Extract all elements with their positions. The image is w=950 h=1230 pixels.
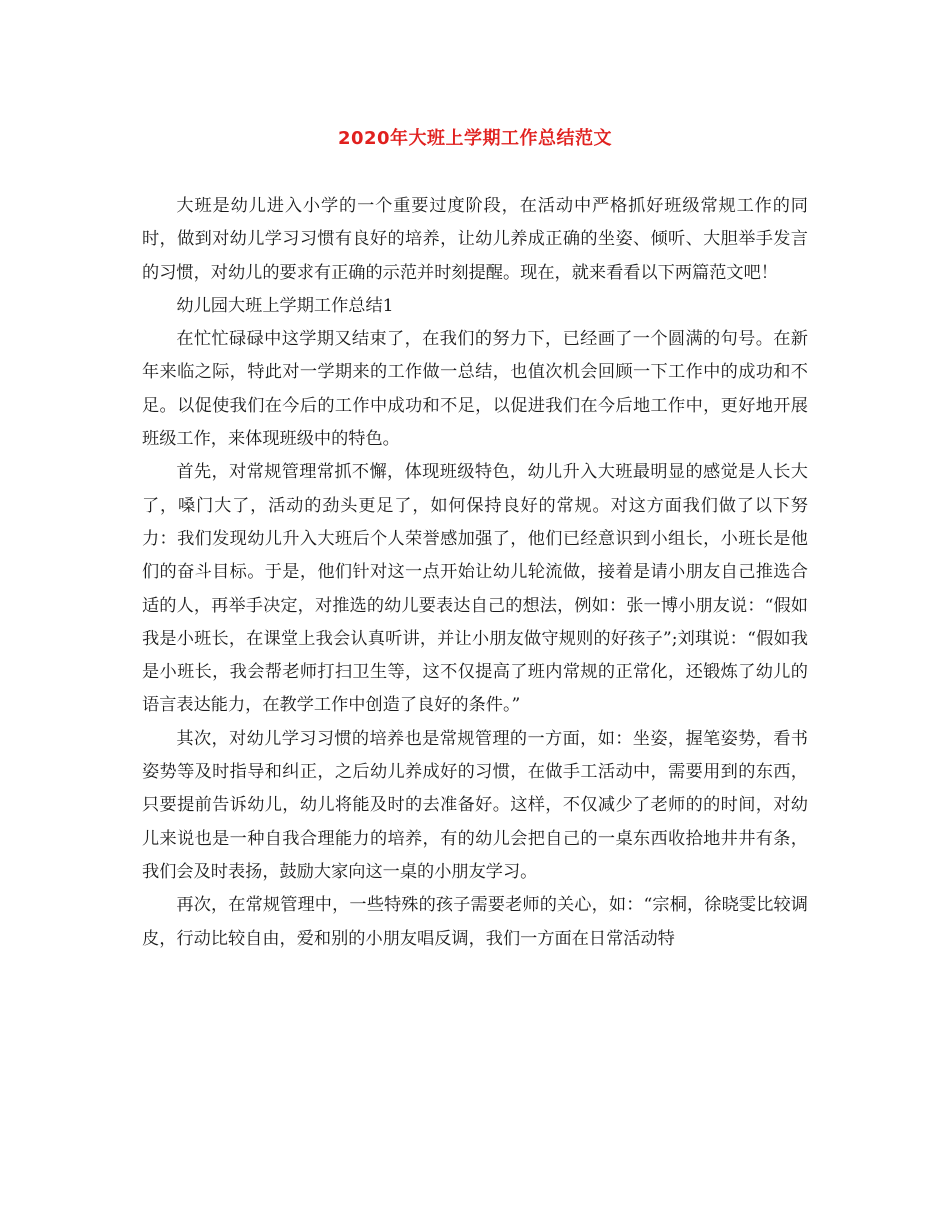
body-paragraph: 在忙忙碌碌中这学期又结束了，在我们的努力下，已经画了一个圆满的句号。在新年来临之际，特此对一学期来的工作做一总结，也值次机会回顾一下工作中的成功和不足。以促使我们在今后的工作中成功和不足，以促进我们在今后地工作中，更好地开展班级工作，来体现班级中的特色。 (142, 329, 808, 450)
intro-paragraph: 大班是幼儿进入小学的一个重要过度阶段，在活动中严格抓好班级常规工作的同时，做到对幼儿学习习惯有良好的培养，让幼儿养成正确的坐姿、倾听、大胆举手发言的习惯，对幼儿的要求有正确的示范并时刻提醒。现在，就来看看以下两篇范文吧！ (142, 196, 808, 283)
body-paragraph: 其次，对幼儿学习习惯的培养也是常规管理的一方面，如：坐姿，握笔姿势，看书姿势等及时指导和纠正，之后幼儿养成好的习惯，在做手工活动中，需要用到的东西，只要提前告诉幼儿，幼儿将能及时的去准备好。这样，不仅减少了老师的的时间，对幼儿来说也是一种自我合理能力的培养，有的幼儿会把自己的一桌东西收拾地井井有条，我们会及时表扬，鼓励大家向这一桌的小朋友学习。 (142, 728, 808, 882)
section-heading: 幼儿园大班上学期工作总结1 (176, 295, 394, 316)
document-title: 2020年大班上学期工作总结范文 (337, 128, 613, 149)
body-paragraph: 再次，在常规管理中，一些特殊的孩子需要老师的关心，如：“宗桐，徐晓雯比较调皮，行动比较自由，爱和别的小朋友唱反调，我们一方面在日常活动特 (142, 895, 808, 949)
document-body (142, 190, 808, 956)
body-paragraph: 首先，对常规管理常抓不懈，体现班级特色，幼儿升入大班最明显的感觉是人长大了，嗓门大了，活动的劲头更足了，如何保持良好的常规。对这方面我们做了以下努力：我们发现幼儿升入大班后个人荣誉感加强了，他们已经意识到小组长，小班长是他们的奋斗目标。于是，他们针对这一点开始让幼儿轮流做，接着是请小朋友自己推选合适的人，再举手决定，对推选的幼儿要表达自己的想法，例如：张一博小朋友说：“假如我是小班长，在课堂上我会认真听讲，并让小朋友做守规则的好孩子”;刘琪说：“假如我是小班长，我会帮老师打扫卫生等，这不仅提高了班内常规的正常化，还锻炼了幼儿的语言表达能力，在教学工作中创造了良好的条件。” (142, 462, 808, 716)
